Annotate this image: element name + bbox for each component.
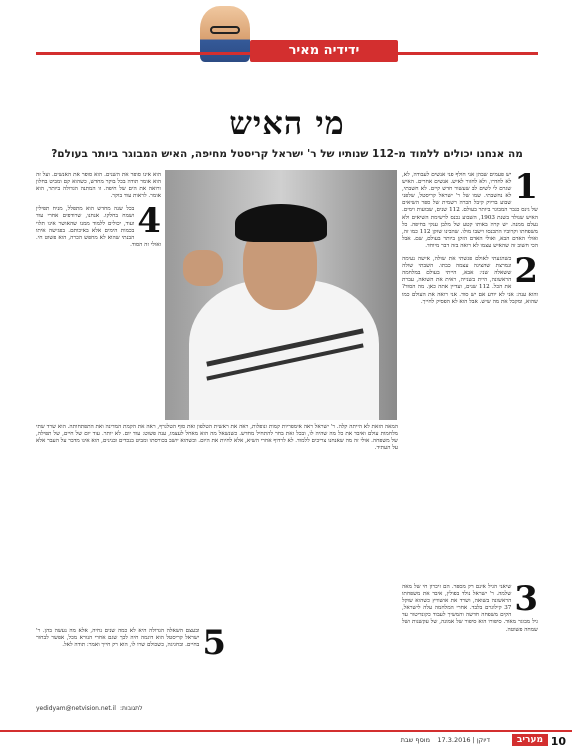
supplement-name: מוסף שבת (400, 736, 430, 744)
column-left-bottom (36, 623, 226, 708)
kippah (235, 204, 327, 242)
middle-text: המאה הזאת לא הייתה קלה. ר' ישראל ראה אימפריות קמות ונופלות, ראה את ראשית הטלפון ואת סוף הטלגרף, ראה את הקמת המדינה ואת התפתחותה. הוא שרד שתי מלחמות עולם ואיבד את כל מה שהיה לו, ובכל זאת בחר להתחיל מחדש. כשנשאל מה הוא מאחל לעצמו, ענה פשוט: עוד יום. לא יותר. עוד יום של חיים, של תפילה, של משפחה. אולי זה מה שאנחנו צריכים ללמוד. לא לרדוף אחרי השיא, אלא לחיות את היום. וכשהוא יושב בכורסתו ומביט בנכדים ובנינים, הוא אינו מדבר על העבר אלא על העתיד. (36, 424, 398, 452)
section-text: כשהגעתי לאולם פגשתי את שולה, אישה נעימה ונמרצת שהציגה עצמה כבתו. השבתי שולה ששאלה שני: אבא, הייתי בעולם במלחמה הראשונה, היית בשנייה, ראית את השואה, עברת את הכל. 112 שנים, ועדיין אתה כאן. מה הסוד? והוא ענה: אני לא יודע אם יש סוד. אני רואה את העולם כמו שהוא, ומקבל את מה שיש. אבל הוא לא הפסיק לחייך. (402, 256, 538, 305)
section-text: בכל שנה מחדש הוא מתפלל, מניח תפילין ושמח בחלקו. אנחנו, שרודפים אחרי עוד ועוד, יכולים ללמוד ממנו שהאושר אינו תלוי בכמות הימים אלא באיכותם. בפגישה איתו הבנתי שהוא לא מחפש הכרה, הוא פשוט חי. ואולי זה הסוד. (36, 206, 161, 248)
column-middle (36, 424, 398, 624)
subject-photo (165, 170, 397, 420)
subheadline: מה אנחנו יכולים ללמוד מ-112 שנותיו של ר' ישראל קריסטל מחיפה, האיש המבוגר ביותר בעולם? (51, 148, 523, 160)
brand-badge: מעריב (512, 734, 548, 746)
section-number: 4 (137, 201, 161, 242)
headline: מי האיש (229, 104, 345, 142)
section-number: 2 (514, 251, 538, 292)
response-label: לתגובות: (120, 705, 143, 712)
section-number: 3 (514, 579, 538, 619)
left-intro (36, 172, 161, 200)
issue-info: דיוקן | 17.3.2016 (437, 736, 490, 744)
column-right-top (402, 167, 539, 502)
section-3 (402, 579, 538, 634)
section-text: הוא אינו סופר את השנים. הוא סופר את האנשים. ועל זה הוא אומר תודה בכל בוקר מחדש, כשהוא קם ומביט בחלון ורואה את הים של חיפה. זו המתנה הגדולה ביותר, הוא אומר. לראות עוד בוקר. (36, 172, 161, 200)
author-byline: ידידיה מאיר (250, 40, 398, 62)
section-2 (402, 251, 538, 306)
section-number: 5 (202, 623, 226, 663)
glasses-shape (210, 26, 240, 34)
section-text: יש פעמים שבהן אני חולף פני אנשים לעבודה, לא, לא לחדרו, ולא לחזור לאיש. אנשים אחרים. האיש שגרם לי לשים לב שעשור חדש קיים. לא חשבתי, לא נחשבתי. שמו של ר' ישראל קריסטל, שלפני שבוע בדיוק קיבל הכרה רשמית של ספר השיאים של גינס כגבר המבוגר ביותר בעולם. 112 שנים, שבועות וימים. האיש שנולד בשנת 1903, השבוע נכנס לרשימת השיאים ולא נעלם ממנה. יש קרה באותו קטע של מלבן ענקי בחיפה. כל משפחתו וקרוביו התכנסו וישבו מולו. שהבינו שזקן 112 כמו זה, ואולי האדם הבא, ואולי האדם הזקן ביותר בעולם, שם. אבל הכי חשוב זה שהאיש עצמו לא רואה בזה דבר מיוחד. (402, 172, 539, 249)
hand (183, 250, 223, 286)
byline-rule-right (398, 52, 538, 55)
section-text: שיאני הגיל אינם רק מספר. הם זיכרון חי של מאה שלמה. ר' ישראל נולד בפולין, איבד את משפחתו הראשונה בשואה, ושרד את אושוויץ כשהוא שוקל 37 קילוגרם בלבד. אחרי המלחמה עלה לישראל, הקים משפחה חדשה והמשיך לעבוד כקונדיטור עד גיל מבוגר מאוד. סיפורו הוא סיפור של אמונה, של עקשנות ושל שמחה פשוטה. (402, 584, 538, 633)
column-left-top (36, 172, 161, 418)
section-number: 1 (514, 167, 538, 207)
author-email[interactable]: yedidyam@netvision.net.il (36, 705, 116, 712)
byline-rule-left (36, 52, 250, 55)
column-right-bottom (402, 579, 538, 724)
page-number: 10 (550, 735, 566, 748)
section-5 (36, 623, 226, 663)
page-footer (0, 730, 572, 753)
section-1 (402, 167, 539, 250)
section-text: ובעצם השאלה הגדולה היא לא כמה שנים נחיה, אלא מה נעשה בהן. ר' ישראל קריסטל הוא דוגמה חיה לכך שגם אחרי הנורא מכל, אפשר לבחור בחיים. ובחגיגה, כשכולם שרו לו, הוא רק חייך ואמר: תודה לאל. (36, 628, 200, 649)
section-4 (36, 201, 161, 249)
